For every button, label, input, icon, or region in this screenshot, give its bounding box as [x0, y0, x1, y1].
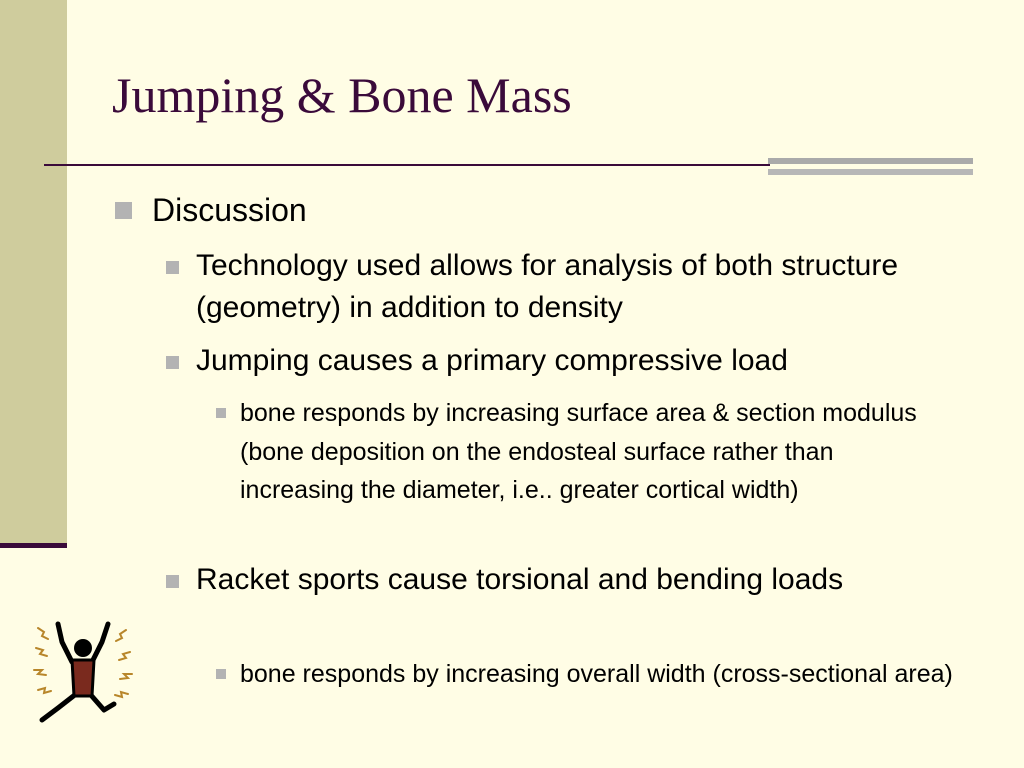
bullet-level2 — [196, 559, 936, 601]
figure-head — [74, 639, 92, 657]
left-decor-band — [0, 0, 67, 545]
bullet-text: Racket sports cause torsional and bending loads — [196, 563, 844, 596]
bullet-square-icon — [166, 261, 179, 274]
bullet-text: Technology used allows for analysis of both structure (geometry) in addition to density — [196, 249, 899, 324]
bullet-text: Discussion — [152, 192, 307, 228]
bullet-text: bone responds by increasing surface area & section modulus (bone deposition on the endosteal surface rather than increasing the diameter, i.e.. greater cortical width) — [240, 399, 917, 504]
title-accent-bar-top — [768, 158, 973, 164]
bullet-text: Jumping causes a primary compressive load — [196, 344, 788, 377]
bullet-square-icon — [115, 202, 132, 219]
bullet-square-icon — [216, 408, 226, 418]
jumping-person-icon — [28, 618, 138, 733]
bullet-text: bone responds by increasing overall width (cross-sectional area) — [240, 660, 953, 688]
figure-shirt — [72, 660, 94, 696]
bullet-level3 — [240, 655, 980, 694]
bullet-level3 — [240, 394, 940, 510]
bullet-square-icon — [166, 575, 179, 588]
title-divider-line — [44, 164, 770, 166]
bullet-square-icon — [216, 669, 226, 679]
bullet-level2 — [196, 340, 976, 382]
bullet-level1 — [152, 193, 972, 227]
slide-title: Jumping & Bone Mass — [112, 67, 572, 123]
left-band-underline — [0, 543, 67, 548]
title-accent-bar-bottom — [768, 169, 973, 175]
bullet-square-icon — [166, 356, 179, 369]
bullet-level2 — [196, 245, 946, 329]
